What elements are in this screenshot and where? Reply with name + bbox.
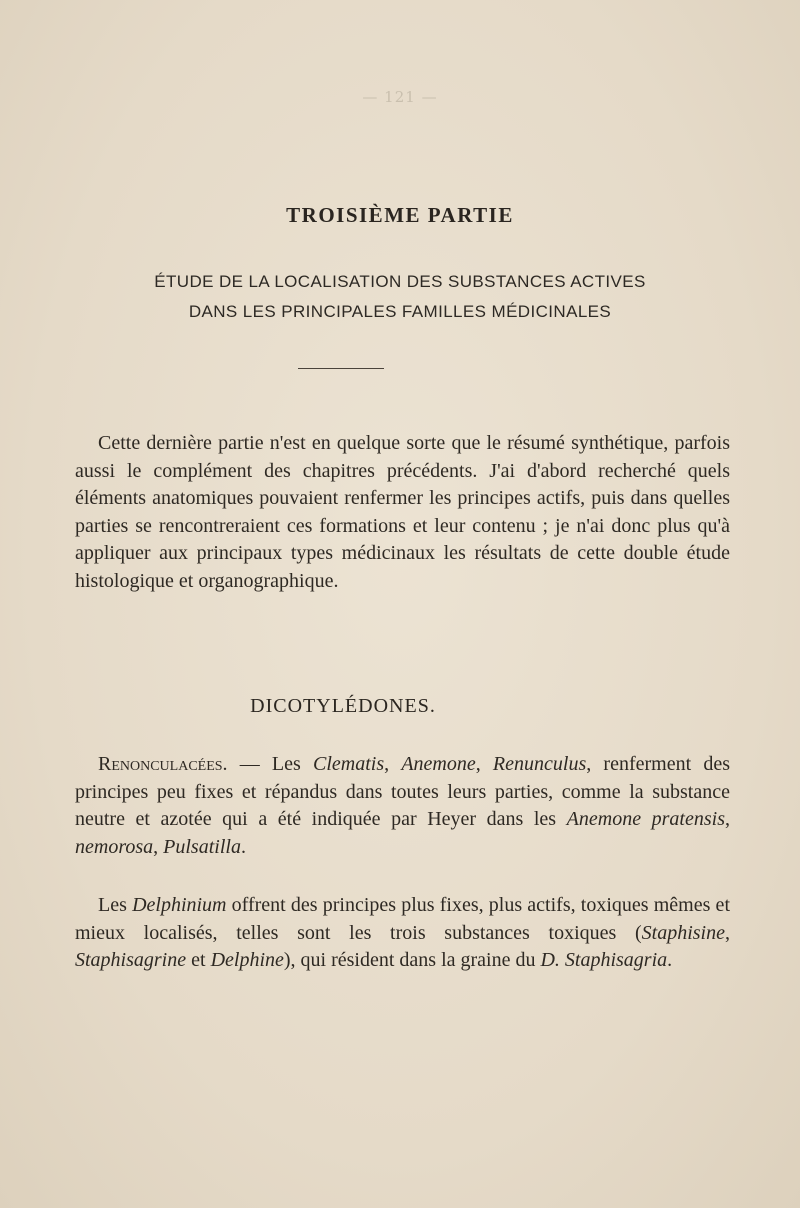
substance-name: Staphisine — [641, 921, 725, 944]
text-segment: , — [725, 921, 730, 944]
species-name: Anemone pratensis — [566, 808, 725, 830]
text-segment: Les — [98, 894, 133, 916]
intro-paragraph — [75, 430, 730, 595]
substance-name: Staphisagrine — [75, 949, 187, 971]
text-segment: . — [667, 949, 673, 971]
renonculacees-paragraph — [75, 751, 730, 861]
text-segment: , — [153, 835, 164, 858]
subtitle-line-2: DANS LES PRINCIPALES FAMILLES MÉDICINALES — [188, 302, 612, 321]
text-segment: ), qui résident dans la graine du — [283, 949, 541, 971]
separator-rule — [298, 368, 384, 369]
text-segment: — Les — [227, 753, 313, 775]
page-number: — 121 — — [362, 88, 438, 106]
subtitle-line-1: ÉTUDE DE LA LOCALISATION DES SUBSTANCES ACTIVES — [154, 272, 646, 291]
species-name: D. Staphisagria — [540, 949, 668, 971]
delphinium-paragraph — [75, 892, 730, 975]
part-title: TROISIÈME PARTIE — [286, 203, 514, 227]
section-heading: DICOTYLÉDONES. — [250, 695, 436, 717]
substance-name: Delphine — [210, 949, 284, 971]
genus-name: Clematis — [313, 753, 385, 775]
species-name: nemorosa — [75, 835, 154, 858]
text-segment: et — [186, 949, 211, 971]
text-segment: . — [240, 835, 246, 858]
genus-name: Delphinium — [132, 894, 227, 916]
species-name: Pulsatilla — [163, 835, 241, 858]
text-segment: offrent des principes plus fixes, plus actifs, toxiques mêmes et mieux localisés, telles sont les trois substances toxiques ( — [75, 894, 730, 944]
text-segment: , — [724, 808, 730, 830]
family-name: Renonculacées. — [98, 753, 228, 775]
text-segment: , — [384, 753, 402, 775]
intro-paragraph-text: Cette dernière partie n'est en quelque sorte que le résumé synthétique, parfois aussi le complément des chapitres précédents. J'ai d'abord recherché quels éléments anatomiques pouvaient renfermer les principes actifs, puis dans quelles parties se rencontreraient ces formations et leur contenu ; je n'ai donc plus qu'à appliquer aux principaux types médicinaux les résultats de cette double étude histologique et organographique. — [75, 432, 730, 592]
genus-name: Anemone — [401, 753, 476, 775]
genus-name: Renunculus — [492, 753, 587, 775]
text-segment: , — [475, 753, 493, 775]
text-segment: , renferment des principes peu fixes et répandus dans toutes leurs parties, comme la substance neutre et azotée qui a été indiquée par Heyer dans les — [75, 753, 730, 830]
